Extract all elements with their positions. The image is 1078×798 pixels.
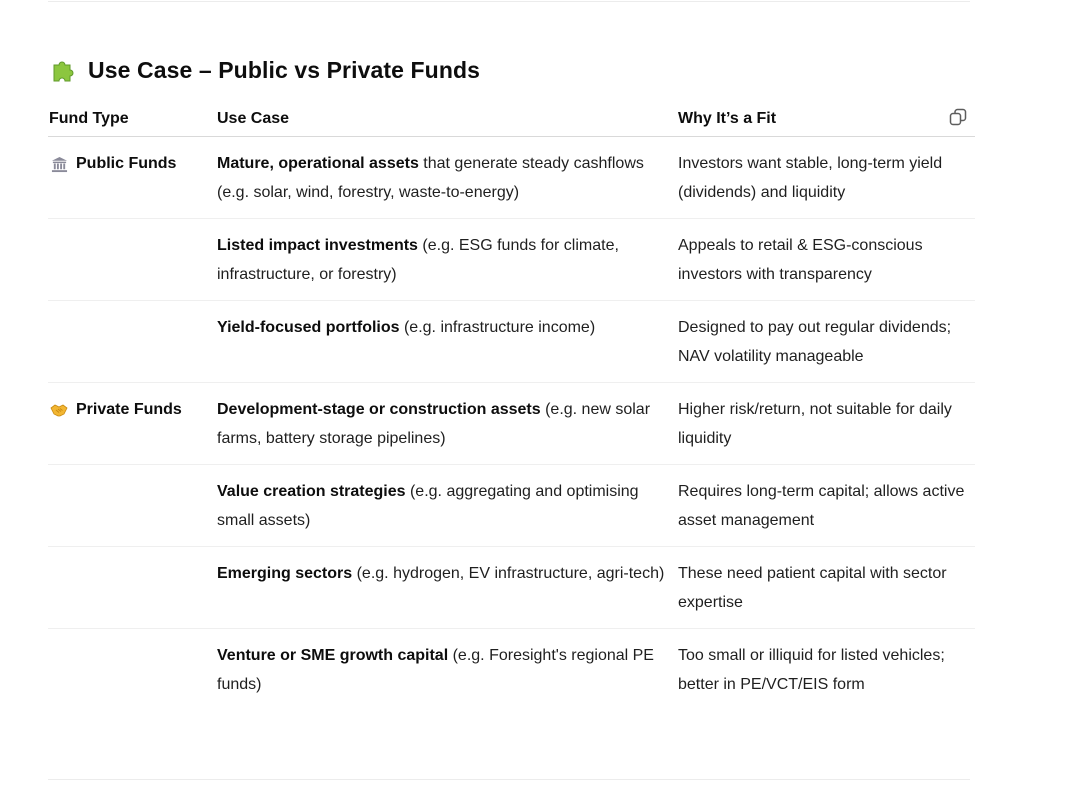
section-title: Use Case – Public vs Private Funds (88, 56, 481, 83)
use-case-detail: (e.g. infrastructure income) (399, 319, 596, 336)
table-row (48, 465, 975, 547)
use-case-bold: Venture or SME growth capital (217, 647, 449, 664)
table-row (48, 383, 975, 465)
header-why-fit (678, 104, 975, 137)
use-case-bold: Mature, operational assets (217, 155, 419, 172)
use-case-bold: Emerging sectors (217, 565, 353, 582)
top-divider (48, 1, 970, 2)
why-fit-cell: These need patient capital with sector expertise (678, 547, 975, 629)
use-case-bold: Value creation strategies (217, 483, 406, 500)
why-fit-cell: Designed to pay out regular dividends; NAV volatility manageable (678, 301, 975, 383)
bottom-divider (48, 779, 970, 780)
use-case-detail: (e.g. hydrogen, EV infrastructure, agri-tech) (352, 565, 665, 582)
header-fund-type: Fund Type (48, 104, 217, 137)
fund-type-label: Public Funds (76, 155, 177, 172)
use-case-cell (217, 219, 678, 301)
why-fit-cell: Higher risk/return, not suitable for daily liquidity (678, 383, 975, 465)
fund-type-cell (48, 383, 217, 465)
header-why-fit-label: Why It’s a Fit (678, 110, 777, 127)
table-header-row (48, 104, 975, 137)
use-case-detail: (e.g. Foresight's regional PE funds) (217, 647, 654, 693)
classical-building-icon (49, 154, 69, 174)
fund-type-label: Private Funds (76, 401, 182, 418)
table-row (48, 547, 975, 629)
use-case-detail: (e.g. new solar farms, battery storage pipelines) (217, 401, 651, 447)
use-case-cell (217, 301, 678, 383)
fund-type-cell (48, 547, 217, 629)
use-case-cell (217, 465, 678, 547)
copy-table-button[interactable] (947, 106, 969, 128)
puzzle-piece-icon (50, 56, 78, 84)
header-use-case: Use Case (217, 104, 678, 137)
why-fit-cell: Too small or illiquid for listed vehicles; better in PE/VCT/EIS form (678, 647, 945, 693)
table-row (48, 219, 975, 301)
fund-type-cell (48, 137, 217, 219)
use-case-detail: (e.g. ESG funds for climate, infrastructure, or forestry) (217, 237, 619, 283)
table-row (48, 137, 975, 219)
why-fit-cell: Requires long-term capital; allows active asset management (678, 465, 975, 547)
use-case-cell (217, 629, 678, 711)
fund-type-cell (48, 629, 217, 711)
fund-type-cell (48, 301, 217, 383)
use-case-bold: Listed impact investments (217, 237, 418, 254)
copy-icon (948, 107, 968, 127)
use-case-detail: (e.g. aggregating and optimising small assets) (217, 483, 639, 529)
use-case-detail: that generate steady cashflows (e.g. solar, wind, forestry, waste-to-energy) (217, 155, 644, 201)
use-case-bold: Yield-focused portfolios (217, 319, 400, 336)
section-heading (50, 52, 480, 88)
use-case-cell (217, 137, 678, 219)
use-case-cell (217, 547, 678, 629)
use-case-bold: Development-stage or construction assets (217, 401, 541, 418)
table-row (48, 301, 975, 383)
use-case-cell (217, 383, 678, 465)
why-fit-cell: Investors want stable, long-term yield (dividends) and liquidity (678, 137, 975, 219)
table-row (48, 629, 975, 711)
fund-comparison-table (48, 104, 975, 710)
why-fit-cell: Appeals to retail & ESG-conscious investors with transparency (678, 219, 975, 301)
fund-type-cell (48, 219, 217, 301)
handshake-icon (49, 400, 69, 420)
fund-type-cell (48, 465, 217, 547)
